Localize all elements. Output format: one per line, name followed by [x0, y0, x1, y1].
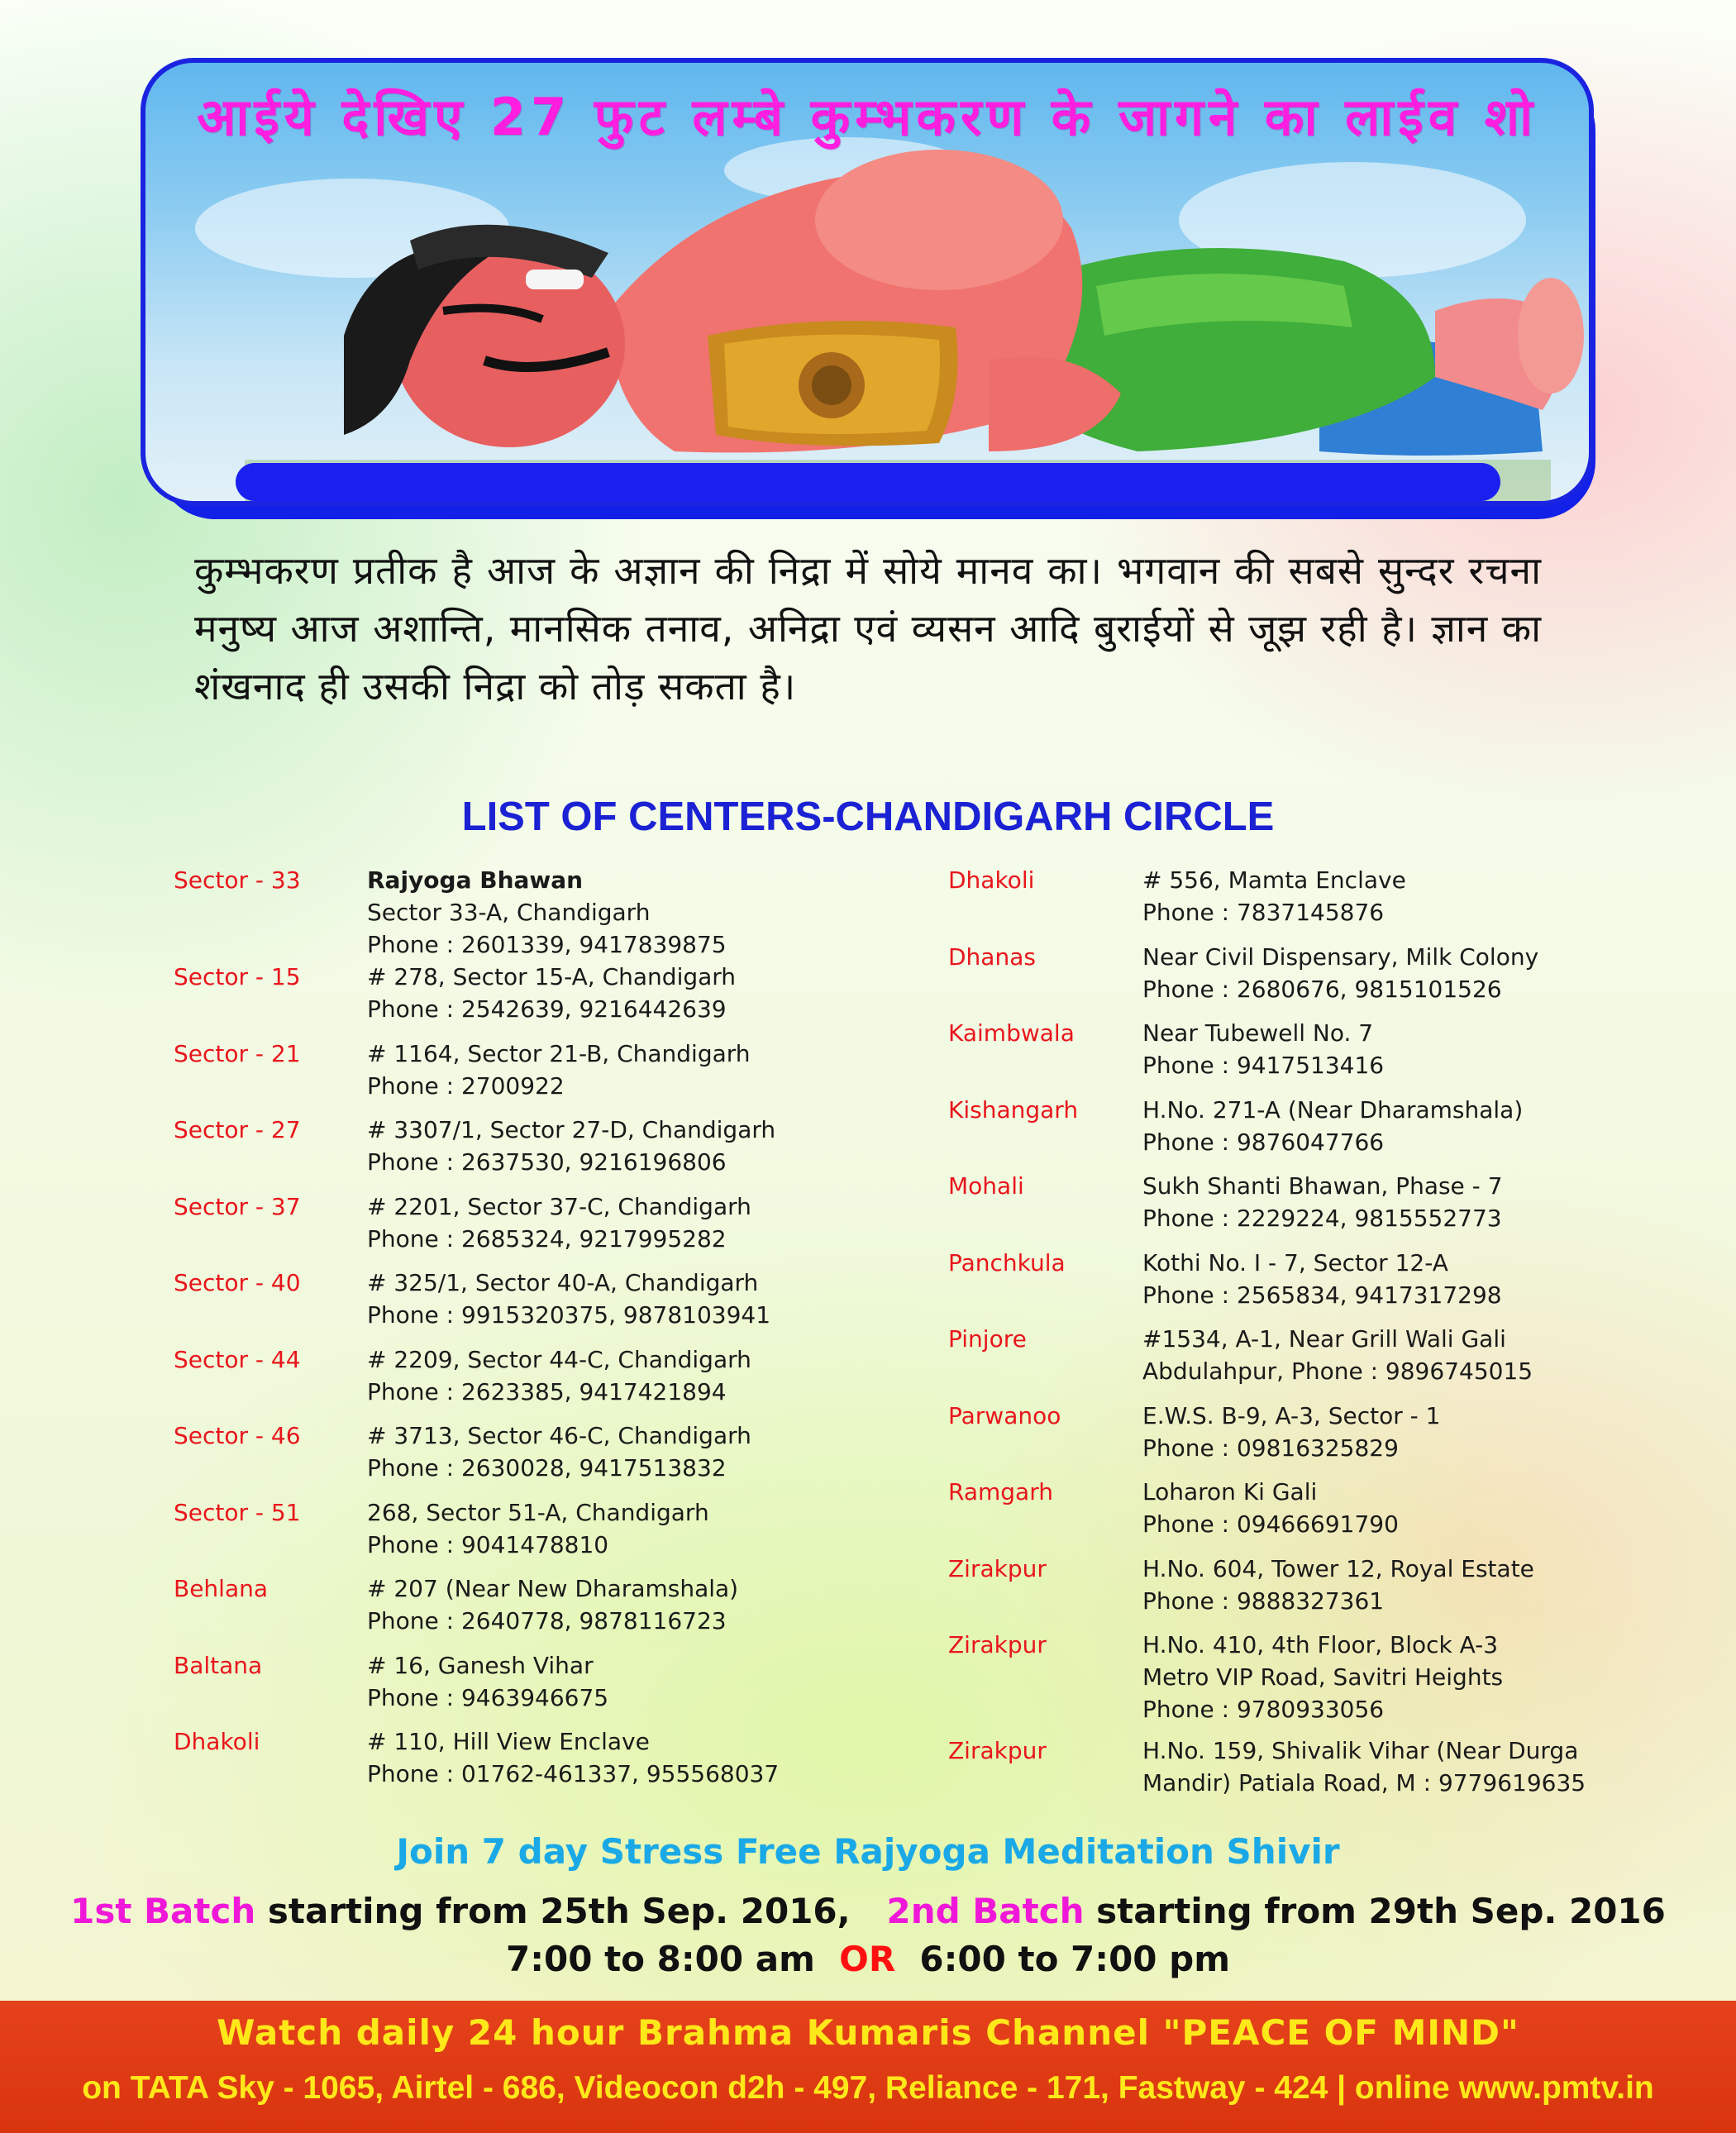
center-entry	[174, 1191, 779, 1267]
center-entry	[174, 1649, 779, 1726]
center-address: Loharon Ki Gali Phone : 09466691790	[1142, 1478, 1399, 1538]
center-name: Sector - 15	[174, 963, 301, 990]
center-entry	[948, 1476, 1586, 1553]
session-times	[0, 1939, 1736, 1979]
center-entry	[174, 864, 779, 961]
batch1-label: 1st Batch	[70, 1891, 256, 1931]
center-address: H.No. 159, Shivalik Vihar (Near Durga Mandir) Patiala Road, M : 9779619635	[1142, 1737, 1586, 1797]
batch1-text: starting from 25th Sep. 2016,	[255, 1891, 851, 1931]
center-name: Baltana	[174, 1651, 263, 1679]
center-entry	[948, 1400, 1586, 1477]
footer-banner	[0, 2001, 1736, 2133]
center-address: Near Civil Dispensary, Milk Colony Phone : 2680676, 9815101526	[1142, 942, 1539, 1003]
center-name: Zirakpur	[948, 1554, 1047, 1582]
center-name: Pinjore	[948, 1325, 1027, 1353]
center-name: Sector - 21	[174, 1039, 301, 1067]
center-name: Dhakoli	[174, 1728, 260, 1755]
intro-paragraph: कुम्भकरण प्रतीक है आज के अज्ञान की निद्रा में सोये मानव का। भगवान की सबसे सुन्दर रचना मनुष्य आज अशान्ति, मानसिक तनाव, अनिद्रा एवं व्यसन आदि बुराईयों से जूझ रही है। ज्ञान का शंखनाद ही उसकी निद्रा को तोड़ सकता है।	[194, 548, 1542, 709]
center-address: 268, Sector 51-A, Chandigarh Phone : 9041478810	[367, 1498, 709, 1558]
center-address: # 2209, Sector 44-C, Chandigarh Phone : 2623385, 9417421894	[367, 1345, 751, 1405]
center-name: Sector - 33	[174, 866, 301, 894]
center-entry	[948, 1323, 1586, 1400]
center-address: # 556, Mamta Enclave Phone : 7837145876	[1142, 866, 1406, 926]
center-name: Zirakpur	[948, 1631, 1047, 1658]
center-name: Kaimbwala	[948, 1019, 1075, 1047]
center-address: #1534, A-1, Near Grill Wali Gali Abdulahpur, Phone : 9896745015	[1142, 1325, 1533, 1385]
center-address: E.W.S. B-9, A-3, Sector - 1 Phone : 09816325829	[1142, 1401, 1441, 1462]
center-address: # 16, Ganesh Vihar Phone : 9463946675	[367, 1651, 609, 1711]
center-entry	[174, 1267, 779, 1343]
center-address: # 110, Hill View Enclave Phone : 01762-461337, 955568037	[367, 1728, 780, 1787]
hero-frame-base	[236, 463, 1500, 501]
center-name: Ramgarh	[948, 1478, 1053, 1506]
center-entry	[948, 1247, 1586, 1324]
or-label: OR	[839, 1939, 896, 1979]
hero-banner	[141, 58, 1594, 506]
center-address: # 2201, Sector 37-C, Chandigarh Phone : 2685324, 9217995282	[367, 1192, 751, 1253]
center-entry	[948, 1170, 1586, 1247]
time-evening: 6:00 to 7:00 pm	[919, 1939, 1230, 1979]
centers-list-left	[174, 864, 779, 1802]
center-entry	[948, 941, 1586, 1018]
center-entry	[174, 1572, 779, 1649]
center-address: Kothi No. I - 7, Sector 12-A Phone : 2565834, 9417317298	[1142, 1248, 1502, 1309]
center-address: # 278, Sector 15-A, Chandigarh Phone : 2542639, 9216442639	[367, 963, 737, 1023]
time-morning: 7:00 to 8:00 am	[506, 1939, 815, 1979]
center-address: # 207 (Near New Dharamshala) Phone : 2640778, 9878116723	[367, 1575, 739, 1634]
hero-title: आईये देखिए 27 फुट लम्बे कुम्भकरण के जागने का लाईव शो	[196, 87, 1538, 147]
center-entry	[174, 1114, 779, 1191]
center-name: Behlana	[174, 1575, 269, 1602]
center-address: H.No. 604, Tower 12, Royal Estate Phone : 9888327361	[1142, 1554, 1534, 1615]
center-address: Near Tubewell No. 7 Phone : 9417513416	[1142, 1019, 1385, 1079]
center-address	[367, 864, 727, 961]
center-entry	[174, 961, 779, 1038]
centers-list-heading: LIST OF CENTERS-CHANDIGARH CIRCLE	[461, 795, 1275, 839]
batch-dates	[0, 1891, 1736, 1931]
center-entry	[174, 1725, 779, 1802]
center-address: # 325/1, Sector 40-A, Chandigarh Phone : 9915320375, 9878103941	[367, 1269, 771, 1329]
center-entry	[948, 1629, 1586, 1735]
center-entry	[948, 1017, 1586, 1094]
center-entry	[174, 1496, 779, 1573]
batch2-label: 2nd Batch	[886, 1891, 1085, 1931]
center-entry	[174, 1343, 779, 1420]
center-name: Sector - 40	[174, 1269, 301, 1296]
center-name: Parwanoo	[948, 1401, 1061, 1429]
center-name: Dhakoli	[948, 866, 1035, 894]
center-entry	[948, 1553, 1586, 1630]
center-name: Zirakpur	[948, 1737, 1047, 1764]
center-entry	[174, 1038, 779, 1114]
center-name: Sector - 46	[174, 1422, 301, 1449]
center-address: # 3713, Sector 46-C, Chandigarh Phone : 2630028, 9417513832	[367, 1422, 751, 1482]
center-name: Panchkula	[948, 1248, 1066, 1276]
batch2-text: starting from 29th Sep. 2016	[1084, 1891, 1666, 1931]
footer-providers-line: on TATA Sky - 1065, Airtel - 686, Videocon d2h - 497, Reliance - 171, Fastway - 424 | online www.pmtv.in	[82, 2070, 1654, 2106]
center-entry	[174, 1420, 779, 1496]
shivir-headline: Join 7 day Stress Free Rajyoga Meditation Shivir	[396, 1831, 1340, 1872]
center-name: Sector - 37	[174, 1192, 301, 1220]
center-name: Mohali	[948, 1172, 1024, 1200]
centers-list-right	[948, 864, 1586, 1811]
center-address-text: Sector 33-A, Chandigarh Phone : 2601339, 9417839875	[367, 899, 727, 958]
center-address: H.No. 271-A (Near Dharamshala) Phone : 9876047766	[1142, 1095, 1524, 1156]
center-name: Sector - 27	[174, 1116, 301, 1143]
center-name: Dhanas	[948, 942, 1036, 971]
center-address: # 3307/1, Sector 27-D, Chandigarh Phone : 2637530, 9216196806	[367, 1116, 776, 1176]
footer-channel-line: Watch daily 24 hour Brahma Kumaris Channel "PEACE OF MIND"	[217, 2012, 1519, 2053]
center-address: H.No. 410, 4th Floor, Block A-3 Metro VIP Road, Savitri Heights Phone : 9780933056	[1142, 1631, 1504, 1723]
center-address: # 1164, Sector 21-B, Chandigarh Phone : 2700922	[367, 1039, 751, 1100]
center-title: Rajyoga Bhawan	[367, 866, 584, 894]
center-entry	[948, 1735, 1586, 1811]
center-address: Sukh Shanti Bhawan, Phase - 7 Phone : 2229224, 9815552773	[1142, 1172, 1503, 1232]
center-name: Sector - 51	[174, 1498, 301, 1526]
center-entry	[948, 864, 1586, 941]
center-name: Kishangarh	[948, 1095, 1079, 1124]
center-entry	[948, 1094, 1586, 1171]
center-name: Sector - 44	[174, 1345, 301, 1373]
